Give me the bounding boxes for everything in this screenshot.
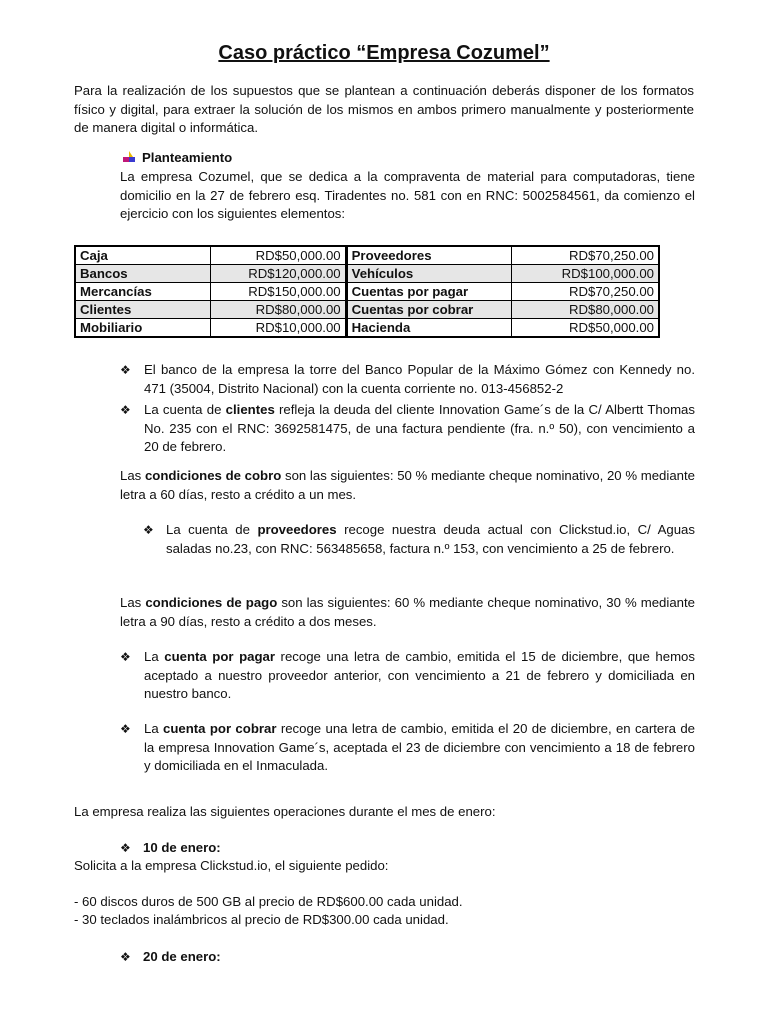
bullet-proveedores: La cuenta de proveedores recoge nuestra deuda actual con Clickstud.io, C/ Aguas saladas no.23, con RNC: 563485658, factura n.º 153, con vencimiento a 25 de febrero. (166, 522, 695, 556)
diamond-bullet-icon: ❖ (120, 650, 131, 664)
date-heading-10-enero: 10 de enero: (143, 840, 221, 855)
diamond-bullet-icon: ❖ (120, 403, 131, 417)
bullet-cuenta-por-cobrar: La cuenta por cobrar recoge una letra de cambio, emitida el 20 de diciembre, en cartera de la empresa Innovation Game´s, aceptada el 23 de diciembre con vencimiento a 18 de febrero y domiciliada en el Inmaculada. (144, 721, 695, 773)
table-cell: RD$10,000.00 (210, 319, 346, 338)
diamond-bullet-icon: ❖ (120, 950, 131, 964)
balance-table (74, 245, 660, 338)
table-cell: Bancos (75, 265, 210, 283)
table-cell: RD$120,000.00 (210, 265, 346, 283)
planteamiento-heading: Planteamiento (142, 150, 233, 165)
colored-bullet-icon (122, 150, 136, 164)
table-cell: RD$100,000.00 (511, 265, 659, 283)
operaciones-intro: La empresa realiza las siguientes operaciones durante el mes de enero: (74, 804, 496, 819)
planteamiento-body: La empresa Cozumel, que se dedica a la compraventa de material para computadoras, tiene domicilio en la 27 de febrero esq. Tiradentes no. 581 con en RNC: 5002584561, da comienzo el ejercicio con los siguientes elementos: (120, 169, 695, 221)
table-cell: Cuentas por pagar (346, 283, 511, 301)
bullet-banco: El banco de la empresa la torre del Banco Popular de la Máximo Gómez con Kennedy no. 471 (35004, Distrito Nacional) con la cuenta corriente no. 013-456852-2 (144, 362, 695, 396)
diamond-bullet-icon: ❖ (143, 523, 154, 537)
table-cell: Clientes (75, 301, 210, 319)
bullet-clientes: La cuenta de clientes refleja la deuda del cliente Innovation Game´s de la C/ Albertt Thomas No. 235 con el RNC: 3692581475, de una factura pendiente (fra. n.º 50), con vencimiento a 20 de febrero. (144, 402, 695, 454)
table-cell: RD$70,250.00 (511, 246, 659, 265)
intro-paragraph: Para la realización de los supuestos que se plantean a continuación deberás disponer de los formatos físico y digital, para extraer la solución de los mismos en ambos primero manualmente y posteriormente de manera digital o informática. (74, 83, 694, 135)
table-cell: Vehículos (346, 265, 511, 283)
table-row (75, 301, 659, 319)
table-row (75, 265, 659, 283)
condiciones-pago: Las condiciones de pago son las siguientes: 60 % mediante cheque nominativo, 30 % mediante letra a 90 días, resto a crédito a dos meses. (120, 595, 695, 629)
table-cell: RD$50,000.00 (511, 319, 659, 338)
table-cell: Mobiliario (75, 319, 210, 338)
table-row (75, 246, 659, 265)
pedido-intro: Solicita a la empresa Clickstud.io, el siguiente pedido: (74, 858, 389, 873)
date-heading-20-enero: 20 de enero: (143, 949, 221, 964)
table-cell: Proveedores (346, 246, 511, 265)
table-cell: RD$50,000.00 (210, 246, 346, 265)
table-row (75, 283, 659, 301)
table-cell: Cuentas por cobrar (346, 301, 511, 319)
table-cell: Hacienda (346, 319, 511, 338)
table-cell: RD$150,000.00 (210, 283, 346, 301)
diamond-bullet-icon: ❖ (120, 841, 131, 855)
table-row (75, 319, 659, 338)
table-cell: RD$80,000.00 (210, 301, 346, 319)
diamond-bullet-icon: ❖ (120, 722, 131, 736)
page-title: Caso práctico “Empresa Cozumel” (218, 42, 550, 64)
diamond-bullet-icon: ❖ (120, 363, 131, 377)
pedido-item: - 60 discos duros de 500 GB al precio de RD$600.00 cada unidad. (74, 894, 463, 909)
pedido-item: - 30 teclados inalámbricos al precio de RD$300.00 cada unidad. (74, 912, 449, 927)
bullet-cuenta-por-pagar: La cuenta por pagar recoge una letra de cambio, emitida el 15 de diciembre, que hemos aceptado a nuestro proveedor anterior, con vencimiento a 21 de febrero y domiciliada en nuestro banco. (144, 649, 695, 701)
table-cell: RD$80,000.00 (511, 301, 659, 319)
table-cell: Mercancías (75, 283, 210, 301)
table-cell: Caja (75, 246, 210, 265)
condiciones-cobro: Las condiciones de cobro son las siguientes: 50 % mediante cheque nominativo, 20 % mediante letra a 60 días, resto a crédito a un mes. (120, 468, 695, 502)
table-cell: RD$70,250.00 (511, 283, 659, 301)
